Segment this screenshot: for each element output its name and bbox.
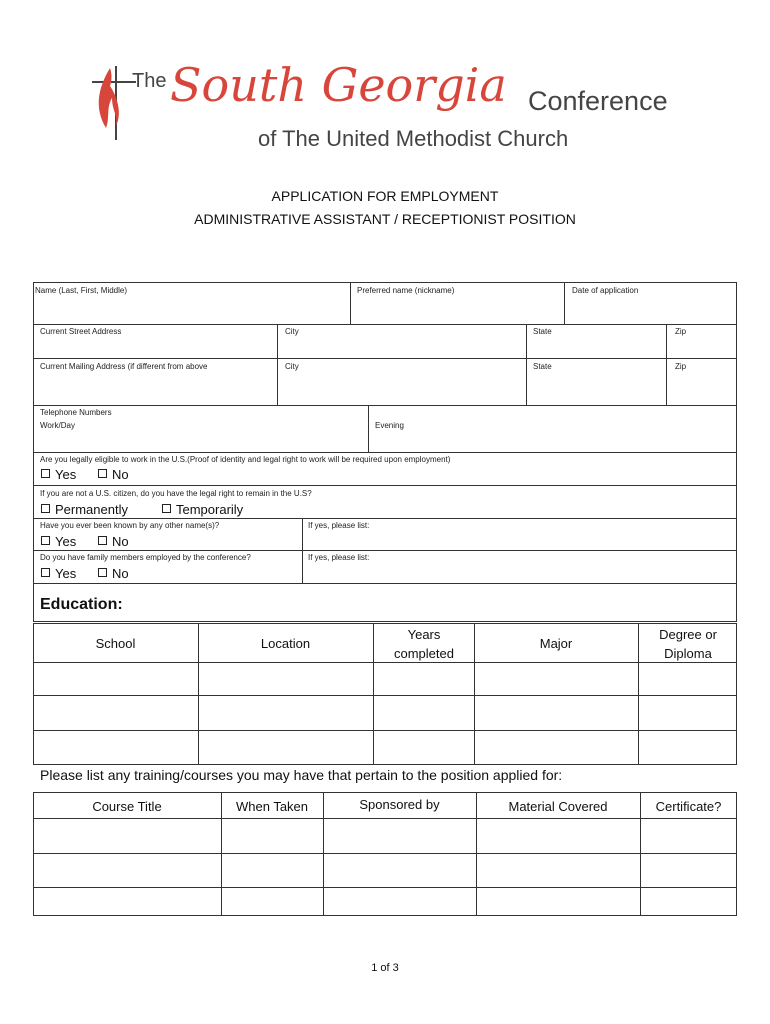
checkbox-icon bbox=[98, 469, 107, 478]
telephone-label: Telephone Numbers bbox=[40, 408, 112, 417]
checkbox-icon bbox=[41, 504, 50, 513]
eligible-yes-option[interactable]: Yes bbox=[41, 467, 76, 482]
checkbox-icon bbox=[41, 568, 50, 577]
zip-input[interactable] bbox=[668, 338, 736, 357]
checkbox-icon bbox=[98, 536, 107, 545]
city-input[interactable] bbox=[279, 338, 525, 357]
education-header-school: School bbox=[95, 636, 136, 651]
preferred-name-field-label: Preferred name (nickname) bbox=[357, 286, 455, 295]
family-no-option[interactable]: No bbox=[98, 566, 129, 581]
training-header-sponsored: Sponsored by bbox=[359, 797, 440, 812]
education-header-years: Years completed bbox=[394, 627, 454, 661]
permanently-option[interactable]: Permanently bbox=[41, 502, 128, 517]
family-list-input[interactable] bbox=[304, 564, 736, 582]
checkbox-icon bbox=[98, 568, 107, 577]
page-number: 1 of 3 bbox=[371, 962, 399, 974]
mailing-address-label: Current Mailing Address (if different from above bbox=[40, 362, 208, 371]
checkbox-icon bbox=[162, 504, 171, 513]
zip-label: Zip bbox=[675, 327, 687, 336]
name-field-label: Name (Last, First, Middle) bbox=[35, 286, 128, 295]
state-label: State bbox=[533, 327, 552, 336]
education-header-degree: Degree or Diploma bbox=[659, 627, 717, 661]
other-names-no-option[interactable]: No bbox=[98, 534, 129, 549]
logo-script-name: South Georgia bbox=[170, 58, 507, 112]
training-title: Please list any training/courses you may have that pertain to the position applied for: bbox=[40, 767, 563, 783]
logo-subtitle: of The United Methodist Church bbox=[258, 126, 569, 151]
other-names-yes-option[interactable]: Yes bbox=[41, 534, 76, 549]
mailing-city-input[interactable] bbox=[279, 374, 525, 404]
work-phone-input[interactable] bbox=[90, 416, 366, 450]
mailing-state-input[interactable] bbox=[528, 374, 665, 404]
state-input[interactable] bbox=[528, 338, 665, 357]
other-names-list-input[interactable] bbox=[304, 532, 736, 549]
family-question: Do you have family members employed by the conference? bbox=[40, 553, 251, 562]
education-header-location: Location bbox=[260, 636, 311, 651]
citizen-question: If you are not a U.S. citizen, do you have the legal right to remain in the U.S? bbox=[40, 489, 312, 498]
preferred-name-input[interactable] bbox=[352, 298, 562, 323]
evening-label: Evening bbox=[375, 421, 404, 430]
logo bbox=[88, 58, 688, 158]
education-title: Education: bbox=[40, 596, 123, 613]
other-names-question: Have you ever been known by any other name(s)? bbox=[40, 521, 220, 530]
other-names-list-label: If yes, please list: bbox=[308, 521, 370, 530]
street-address-label: Current Street Address bbox=[40, 327, 122, 336]
evening-phone-input[interactable] bbox=[410, 416, 736, 450]
eligible-no-option[interactable]: No bbox=[98, 467, 129, 482]
eligibility-question: Are you legally eligible to work in the U.S.(Proof of identity and legal right to work will be required upon employment) bbox=[40, 455, 451, 464]
training-header-when: When Taken bbox=[235, 799, 309, 814]
street-address-input[interactable] bbox=[34, 338, 276, 357]
checkbox-icon bbox=[41, 536, 50, 545]
name-input[interactable] bbox=[34, 298, 348, 323]
date-field-label: Date of application bbox=[572, 286, 639, 295]
training-header-material: Material Covered bbox=[508, 799, 608, 814]
training-header-certificate: Certificate? bbox=[655, 799, 722, 814]
mailing-state-label: State bbox=[533, 362, 552, 371]
mailing-zip-label: Zip bbox=[675, 362, 687, 371]
mailing-address-input[interactable] bbox=[34, 374, 276, 404]
work-day-label: Work/Day bbox=[40, 421, 75, 430]
date-input[interactable] bbox=[566, 298, 736, 323]
temporarily-option[interactable]: Temporarily bbox=[162, 502, 243, 517]
form-title: APPLICATION FOR EMPLOYMENT bbox=[271, 188, 499, 204]
logo-the: The bbox=[132, 70, 167, 92]
logo-conference: Conference bbox=[528, 86, 668, 116]
city-label: City bbox=[285, 327, 299, 336]
family-list-label: If yes, please list: bbox=[308, 553, 370, 562]
mailing-city-label: City bbox=[285, 362, 299, 371]
checkbox-icon bbox=[41, 469, 50, 478]
family-yes-option[interactable]: Yes bbox=[41, 566, 76, 581]
form-subtitle: ADMINISTRATIVE ASSISTANT / RECEPTIONIST POSITION bbox=[194, 211, 576, 227]
training-header-course: Course Title bbox=[92, 799, 162, 814]
education-header-major: Major bbox=[539, 636, 573, 651]
mailing-zip-input[interactable] bbox=[668, 374, 736, 404]
